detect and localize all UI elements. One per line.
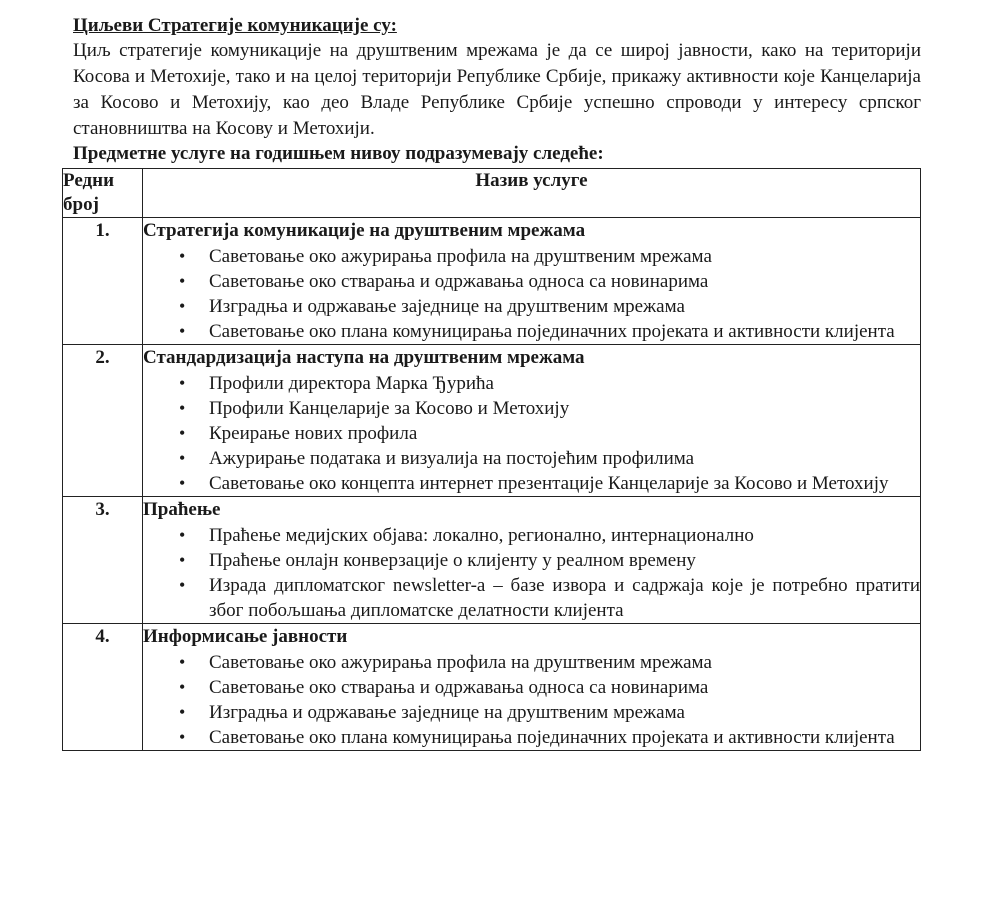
list-item xyxy=(179,725,920,750)
list-item-text: Саветовање око стварања и одржавања односа са новинарима xyxy=(209,677,709,698)
bullet-icon: • xyxy=(179,727,186,747)
list-item-text: Саветовање око плана комуницирања појединачних пројеката и активности клијента xyxy=(209,727,895,748)
document-page xyxy=(73,14,921,166)
service-title: Стандардизација наступа на друштвеним мрежама xyxy=(143,347,585,368)
list-item xyxy=(179,421,920,446)
row-number: 2. xyxy=(63,345,143,497)
list-item-text: Профили Канцеларије за Косово и Метохију xyxy=(209,398,570,419)
document-title: Циљеви Стратегије комуникације су: xyxy=(73,15,397,36)
bullet-icon: • xyxy=(179,271,186,291)
header-number: Редни број xyxy=(63,169,143,218)
list-item-text: Креирање нових профила xyxy=(209,423,418,444)
bullet-icon: • xyxy=(179,321,186,341)
list-item-text: Саветовање око ажурирања профила на друштвеним мрежама xyxy=(209,652,712,673)
list-item xyxy=(179,244,920,269)
bullet-icon: • xyxy=(179,473,186,493)
list-item xyxy=(179,371,920,396)
bullet-icon: • xyxy=(179,296,186,316)
list-item-text: Ажурирање података и визуалија на постојећим профилима xyxy=(209,448,695,469)
list-item xyxy=(179,675,920,700)
row-number: 1. xyxy=(63,218,143,345)
list-item-text: Саветовање око стварања и одржавања односа са новинарима xyxy=(209,271,709,292)
list-item xyxy=(179,700,920,725)
service-items-list xyxy=(143,244,920,344)
service-title: Информисање јавности xyxy=(143,626,348,647)
table-row xyxy=(63,345,921,497)
table-row xyxy=(63,497,921,624)
table-row xyxy=(63,624,921,751)
bullet-icon: • xyxy=(179,373,186,393)
row-number: 4. xyxy=(63,624,143,751)
list-item xyxy=(179,294,920,319)
bullet-icon: • xyxy=(179,246,186,266)
table-row xyxy=(63,218,921,345)
row-number: 3. xyxy=(63,497,143,624)
list-item xyxy=(179,446,920,471)
bullet-icon: • xyxy=(179,525,186,545)
list-item xyxy=(179,396,920,421)
list-item-text: Саветовање око ажурирања профила на друштвеним мрежама xyxy=(209,246,712,267)
header-name: Назив услуге xyxy=(143,169,921,218)
list-item-text: Праћење медијских објава: локално, регионално, интернационално xyxy=(209,525,754,546)
bullet-icon: • xyxy=(179,575,186,595)
bullet-icon: • xyxy=(179,550,186,570)
list-item xyxy=(179,319,920,344)
bullet-icon: • xyxy=(179,398,186,418)
service-items-list xyxy=(143,371,920,496)
bullet-icon: • xyxy=(179,677,186,697)
bullet-icon: • xyxy=(179,652,186,672)
list-item-text: Саветовање око плана комуницирања појединачних пројеката и активности клијента xyxy=(209,321,895,342)
list-item-text: Израда дипломатског newsletter-а – базе извора и садржаја које је потребно пратити због побољшања дипломатске делатности клијента xyxy=(209,575,920,621)
list-item xyxy=(179,471,920,496)
list-item-text: Профили директора Марка Ђурића xyxy=(209,373,494,394)
list-item xyxy=(179,650,920,675)
list-item xyxy=(179,523,920,548)
services-subheading: Предметне услуге на годишњем нивоу подразумевају следеће: xyxy=(73,143,604,164)
service-title: Праћење xyxy=(143,499,221,520)
list-item-text: Праћење онлајн конверзације о клијенту у реалном времену xyxy=(209,550,696,571)
list-item xyxy=(179,548,920,573)
list-item-text: Изградња и одржавање заједнице на друштвеним мрежама xyxy=(209,296,685,317)
bullet-icon: • xyxy=(179,423,186,443)
row-content xyxy=(143,497,921,624)
row-content xyxy=(143,218,921,345)
list-item-text: Саветовање око концепта интернет презентације Канцеларије за Косово и Метохију xyxy=(209,473,889,494)
table-header-row xyxy=(63,169,921,218)
row-content xyxy=(143,345,921,497)
list-item-text: Изградња и одржавање заједнице на друштвеним мрежама xyxy=(209,702,685,723)
service-items-list xyxy=(143,523,920,623)
intro-paragraph: Циљ стратегије комуникације на друштвеним мрежама је да се широј јавности, како на територији Косова и Метохије, тако и на целој територији Републике Србије, прикажу активности које Канцеларија за Косово и Метохију, као део Владе Републике Србије успешно спроводи у интересу српског становништва на Косову и Метохији. xyxy=(73,40,921,139)
services-table xyxy=(62,168,921,751)
list-item xyxy=(179,573,920,623)
service-title: Стратегија комуникације на друштвеним мрежама xyxy=(143,220,586,241)
service-items-list xyxy=(143,650,920,750)
list-item xyxy=(179,269,920,294)
row-content xyxy=(143,624,921,751)
bullet-icon: • xyxy=(179,448,186,468)
bullet-icon: • xyxy=(179,702,186,722)
